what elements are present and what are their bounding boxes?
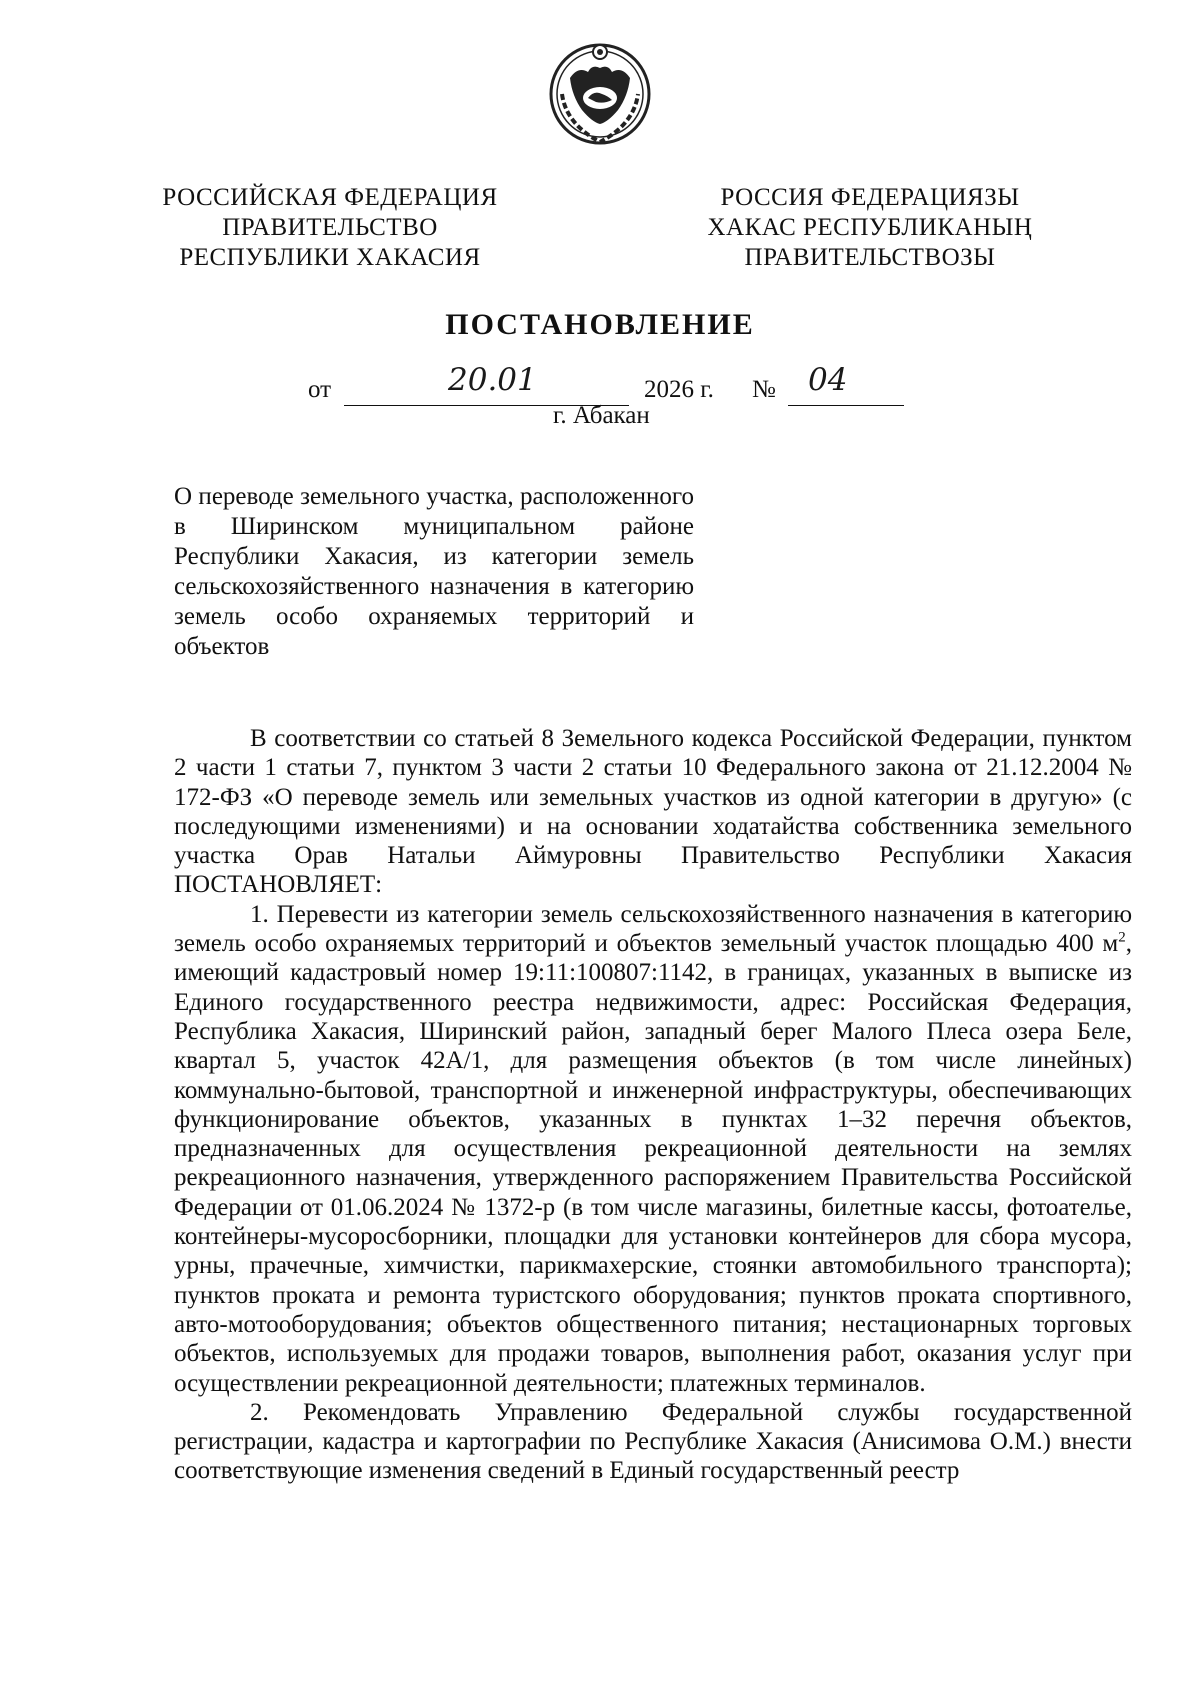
header-left-line-2: ПРАВИТЕЛЬСТВО bbox=[222, 214, 438, 241]
year-label: 2026 г. bbox=[644, 376, 714, 403]
header-left-line-3: РЕСПУБЛИКИ ХАКАСИЯ bbox=[179, 244, 481, 271]
header-right-line-2: ХАКАС РЕСПУБЛИКАНЫҢ bbox=[707, 214, 1033, 241]
item-1-text-a: 1. Перевести из категории земель сельскохозяйственного назначения в категорию земель особо охраняемых территорий и объектов земельный участок площадью 400 м bbox=[174, 900, 1132, 958]
preamble-paragraph: В соответствии со статьей 8 Земельного кодекса Российской Федерации, пунктом 2 части 1 статьи 7, пунктом 3 части 2 статьи 10 Федерального закона от 21.12.2004 № 172-ФЗ «О переводе земель или земельных участков из одной категории в другую» (с последующими изменениями) и на основании ходатайства собственника земельного участка Орав Натальи Аймуровны Правительство Республики Хакасия ПОСТАНОВЛЯЕТ: bbox=[174, 725, 1132, 899]
header-left-russian bbox=[150, 183, 510, 273]
document-title: ПОСТАНОВЛЕНИЕ bbox=[445, 308, 755, 341]
document-body bbox=[174, 724, 1132, 1486]
khakassia-coat-of-arms-icon bbox=[548, 38, 652, 150]
header-right-khakas bbox=[690, 183, 1050, 273]
area-unit-superscript: 2 bbox=[1118, 929, 1126, 946]
header-right-line-3: ПРАВИТЕЛЬСТВОЗЫ bbox=[744, 244, 996, 271]
item-1-paragraph bbox=[174, 900, 1132, 1398]
handwritten-date: 20.01 bbox=[448, 362, 537, 398]
header-right-line-1: РОССИЯ ФЕДЕРАЦИЯЗЫ bbox=[720, 184, 1020, 211]
city-label: г. Абакан bbox=[553, 402, 650, 429]
handwritten-number: 04 bbox=[808, 362, 848, 398]
document-subject: О переводе земельного участка, расположенного в Ширинском муниципальном районе Республики Хакасия, из категории земель сельскохозяйственного назначения в категорию земель особо охраняемых территорий и объектов bbox=[174, 483, 694, 660]
from-label: от bbox=[308, 376, 332, 403]
header-left-line-1: РОССИЙСКАЯ ФЕДЕРАЦИЯ bbox=[162, 184, 498, 211]
number-underline bbox=[788, 405, 904, 406]
item-2-paragraph: 2. Рекомендовать Управлению Федеральной службы государственной регистрации, кадастра и картографии по Республике Хакасия (Анисимова О.М.) внести соответствующие изменения сведений в Единый государственный реестр bbox=[174, 1398, 1132, 1485]
item-1-text-b: , имеющий кадастровый номер 19:11:100807:1142, в границах, указанных в выписке из Единого государственного реестра недвижимости, адрес: Российская Федерация, Республика Хакасия, Ширинский район, западный берег Малого Плеса озера Беле, квартал 5, участок 42А/1, для размещения объектов (в том числе линейных) коммунально-бытовой, транспортной и инженерной инфраструктуры, обеспечивающих функционирование объектов, указанных в пунктах 1–32 перечня объектов, предназначенных для осуществления рекреационной деятельности на землях рекреационного назначения, утвержденного распоряжением Правительства Российской Федерации от 01.06.2024 № 1372-р (в том числе магазины, билетные кассы, фотоателье, контейнеры-мусоросборники, площадки для установки контейнеров для сбора мусора, урны, прачечные, химчистки, парикмахерские, стоянки автомобильного транспорта); пунктов проката и ремонта туристского оборудования; пунктов проката спортивного, авто-мотооборудования; объектов общественного питания; нестационарных торговых объектов, используемых для продажи товаров, выполнения работ, оказания услуг при осуществлении рекреационной деятельности; платежных терминалов. bbox=[174, 930, 1132, 1397]
number-label: № bbox=[752, 376, 776, 403]
